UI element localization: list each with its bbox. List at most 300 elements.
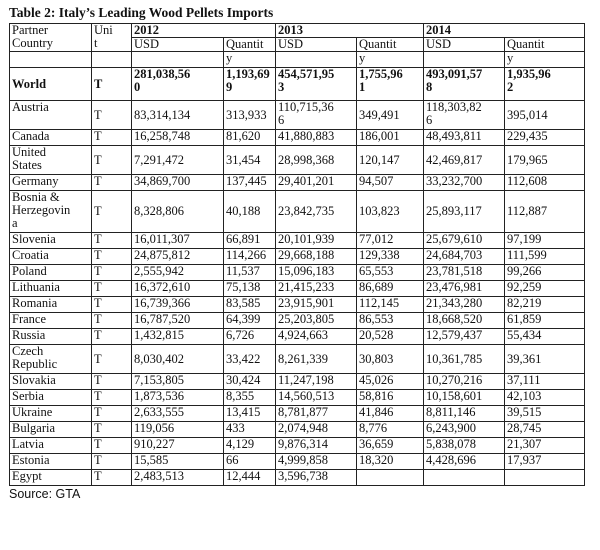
header-year-2013: 2013 [276, 24, 424, 38]
quantity-2012-value: 137,445 [226, 174, 267, 188]
usd-2013-value: 8,781,877 [278, 405, 328, 419]
usd-2013-cell [276, 146, 357, 175]
usd-2013-cell [276, 454, 357, 470]
usd-2012-value: 2,483,513 [134, 469, 184, 483]
usd-2014-cell [424, 175, 505, 191]
country-cell [10, 249, 92, 265]
quantity-2014-value: 39,361 [507, 351, 542, 366]
usd-2014-cell [424, 249, 505, 265]
country-cell [10, 470, 92, 486]
world-quantity-2014-part2: 2 [507, 80, 514, 94]
usd-2013-value: 2,074,948 [278, 421, 328, 435]
usd-2012-cell [132, 297, 224, 313]
usd-2013-cell [276, 422, 357, 438]
usd-2014-value: 21,343,280 [426, 296, 483, 310]
usd-2014-value: 8,811,146 [426, 405, 476, 419]
header-usd-2012: USD [132, 38, 224, 52]
usd-2014-cell [424, 438, 505, 454]
table-title: Table 2: Italy’s Leading Wood Pellets Imports [9, 5, 274, 20]
table-row [10, 438, 585, 454]
world-quantity-2012 [224, 68, 276, 101]
usd-2013-cell [276, 281, 357, 297]
usd-2012-cell [132, 265, 224, 281]
country-name-line: Russia [12, 328, 46, 342]
table-row [10, 191, 585, 233]
quantity-2012-cell [224, 101, 276, 130]
quantity-2013-cell [357, 313, 424, 329]
usd-2013-cell [276, 191, 357, 233]
country-name-line: Romania [12, 296, 58, 310]
header-unit [92, 24, 132, 52]
country-cell [10, 329, 92, 345]
country-name-line: Latvia [12, 437, 44, 451]
country-cell [10, 406, 92, 422]
quantity-2012-cell [224, 265, 276, 281]
usd-2012-cell [132, 329, 224, 345]
usd-2012-cell [132, 281, 224, 297]
quantity-2014-cell [505, 249, 585, 265]
quantity-2012-value: 13,415 [226, 405, 261, 419]
usd-2014-value: 24,684,703 [426, 248, 483, 262]
header-spacer-usd-2013 [276, 52, 357, 68]
quantity-2013-cell [357, 265, 424, 281]
quantity-2013-cell [357, 130, 424, 146]
usd-2014-value: 5,838,078 [426, 437, 476, 451]
usd-2014-value: 10,361,785 [426, 351, 483, 366]
header-country-label: Country [12, 36, 53, 50]
usd-2014-cell [424, 233, 505, 249]
quantity-2014-value: 42,103 [507, 389, 542, 403]
world-quantity-2014 [505, 68, 585, 101]
quantity-2014-value: 82,219 [507, 296, 542, 310]
usd-2013-cell [276, 345, 357, 374]
usd-2012-cell [132, 146, 224, 175]
country-cell [10, 422, 92, 438]
quantity-2012-cell [224, 329, 276, 345]
country-cell [10, 374, 92, 390]
quantity-2013-value: 65,553 [359, 264, 394, 278]
usd-2013-cell [276, 265, 357, 281]
quantity-2013-value: 94,507 [359, 174, 394, 188]
quantity-2012-cell [224, 249, 276, 265]
usd-2012-value: 16,258,748 [134, 129, 191, 143]
quantity-2012-cell [224, 233, 276, 249]
usd-2013-value: 8,261,339 [278, 351, 328, 366]
usd-2014-value: 6 [426, 113, 433, 127]
usd-2014-cell [424, 374, 505, 390]
quantity-2012-value: 4,129 [226, 437, 255, 451]
header-year-2012: 2012 [132, 24, 276, 38]
usd-2012-value: 24,875,812 [134, 248, 191, 262]
usd-2013-cell [276, 406, 357, 422]
usd-2013-value: 20,101,939 [278, 232, 335, 246]
country-name-line: a [12, 216, 18, 230]
usd-2012-cell [132, 470, 224, 486]
quantity-2012-value: 81,620 [226, 129, 261, 143]
world-usd-2012 [132, 68, 224, 101]
usd-2012-value: 16,011,307 [134, 232, 190, 246]
table-row [10, 470, 585, 486]
country-name-line: United [12, 145, 47, 159]
usd-2014-cell [424, 101, 505, 130]
unit-cell: T [92, 438, 132, 454]
usd-2014-value: 33,232,700 [426, 174, 483, 188]
table-row [10, 454, 585, 470]
world-usd-2014-part1: 493,091,57 [426, 67, 483, 81]
header-quantity-2012: Quantit [224, 38, 276, 52]
unit-cell: T [92, 329, 132, 345]
quantity-2013-value: 103,823 [359, 204, 400, 218]
usd-2012-cell [132, 406, 224, 422]
usd-2012-cell [132, 438, 224, 454]
quantity-2014-value: 17,937 [507, 453, 542, 467]
quantity-2012-cell [224, 175, 276, 191]
quantity-2014-cell [505, 281, 585, 297]
country-cell [10, 175, 92, 191]
table-row [10, 175, 585, 191]
usd-2013-cell [276, 329, 357, 345]
quantity-2014-cell [505, 390, 585, 406]
usd-2013-cell [276, 470, 357, 486]
world-quantity-2012-part1: 1,193,69 [226, 67, 270, 81]
country-name-line: Slovenia [12, 232, 56, 246]
world-usd-2012-part1: 281,038,56 [134, 67, 191, 81]
usd-2013-value: 25,203,805 [278, 312, 335, 326]
usd-2014-cell [424, 470, 505, 486]
quantity-2012-cell [224, 191, 276, 233]
quantity-2014-cell [505, 313, 585, 329]
usd-2014-cell [424, 345, 505, 374]
usd-2014-cell [424, 406, 505, 422]
usd-2013-cell [276, 313, 357, 329]
unit-cell: T [92, 130, 132, 146]
quantity-2012-cell [224, 438, 276, 454]
quantity-2012-value: 313,933 [226, 107, 267, 122]
quantity-2013-cell [357, 146, 424, 175]
imports-table [9, 23, 585, 486]
header-spacer-unit [92, 52, 132, 68]
quantity-2013-value: 77,012 [359, 232, 394, 246]
usd-2013-cell [276, 249, 357, 265]
quantity-2013-cell [357, 281, 424, 297]
usd-2013-cell [276, 175, 357, 191]
usd-2013-value: 9,876,314 [278, 437, 328, 451]
quantity-2013-cell [357, 191, 424, 233]
quantity-2014-value: 97,199 [507, 232, 542, 246]
unit-cell: T [92, 281, 132, 297]
quantity-2013-cell [357, 470, 424, 486]
usd-2014-cell [424, 313, 505, 329]
world-usd-2014-part2: 8 [426, 80, 433, 94]
usd-2012-cell [132, 313, 224, 329]
quantity-2014-value: 112,887 [507, 204, 548, 218]
unit-cell: T [92, 390, 132, 406]
country-cell [10, 191, 92, 233]
usd-2014-value: 18,668,520 [426, 312, 483, 326]
world-quantity-2014-part1: 1,935,96 [507, 67, 551, 81]
quantity-2013-cell [357, 406, 424, 422]
usd-2014-value: 4,428,696 [426, 453, 476, 467]
source-note: Source: GTA [9, 487, 81, 501]
usd-2014-value: 10,158,601 [426, 389, 483, 403]
quantity-2013-value: 129,338 [359, 248, 400, 262]
quantity-2013-value: 41,846 [359, 405, 394, 419]
quantity-2012-cell [224, 146, 276, 175]
quantity-2014-value: 395,014 [507, 107, 548, 122]
header-partner-country [10, 24, 92, 52]
quantity-2013-cell [357, 101, 424, 130]
quantity-2013-value: 20,528 [359, 328, 394, 342]
quantity-2012-value: 433 [226, 421, 245, 435]
quantity-2012-value: 64,399 [226, 312, 261, 326]
usd-2014-value: 12,579,437 [426, 328, 483, 342]
usd-2013-cell [276, 374, 357, 390]
quantity-2012-value: 31,454 [226, 152, 261, 167]
header-quantity-wrap-2013: y [357, 52, 424, 68]
quantity-2012-value: 12,444 [226, 469, 261, 483]
usd-2012-value: 16,787,520 [134, 312, 191, 326]
usd-2012-value: 1,873,536 [134, 389, 184, 403]
usd-2012-value: 16,739,366 [134, 296, 191, 310]
usd-2014-value: 25,679,610 [426, 232, 483, 246]
country-name-line: Herzegovin [12, 203, 71, 217]
usd-2012-value: 8,030,402 [134, 351, 184, 366]
quantity-2012-value: 114,266 [226, 248, 267, 262]
country-name-line: Estonia [12, 453, 50, 467]
quantity-2014-value: 99,266 [507, 264, 542, 278]
country-name-line: Croatia [12, 248, 49, 262]
usd-2013-cell [276, 390, 357, 406]
quantity-2012-cell [224, 130, 276, 146]
unit-cell: T [92, 313, 132, 329]
usd-2012-cell [132, 191, 224, 233]
quantity-2013-value: 45,026 [359, 373, 394, 387]
usd-2012-value: 7,291,472 [134, 152, 184, 167]
usd-2014-cell [424, 281, 505, 297]
usd-2012-cell [132, 422, 224, 438]
quantity-2013-value: 186,001 [359, 129, 400, 143]
quantity-2014-cell [505, 101, 585, 130]
world-quantity-2013 [357, 68, 424, 101]
usd-2012-cell [132, 345, 224, 374]
unit-cell: T [92, 470, 132, 486]
usd-2014-cell [424, 297, 505, 313]
usd-2013-value: 15,096,183 [278, 264, 335, 278]
usd-2013-value: 21,415,233 [278, 280, 335, 294]
country-name-line: Bosnia & [12, 190, 60, 204]
unit-cell: T [92, 249, 132, 265]
unit-cell: T [92, 297, 132, 313]
quantity-2014-value: 37,111 [507, 373, 541, 387]
quantity-2013-value: 86,553 [359, 312, 394, 326]
usd-2013-cell [276, 101, 357, 130]
quantity-2012-cell [224, 422, 276, 438]
quantity-2014-cell [505, 130, 585, 146]
quantity-2014-cell [505, 191, 585, 233]
header-year-2014: 2014 [424, 24, 585, 38]
country-cell [10, 390, 92, 406]
usd-2014-value: 10,270,216 [426, 373, 483, 387]
quantity-2012-cell [224, 345, 276, 374]
country-name-line: Republic [12, 357, 58, 371]
quantity-2014-value: 179,965 [507, 152, 548, 167]
usd-2013-cell [276, 130, 357, 146]
world-usd-2013 [276, 68, 357, 101]
quantity-2012-value: 66 [226, 453, 239, 467]
country-cell [10, 454, 92, 470]
country-name-line: Germany [12, 174, 59, 188]
usd-2013-value: 3,596,738 [278, 469, 328, 483]
country-name-line: Bulgaria [12, 421, 56, 435]
usd-2012-value: 1,432,815 [134, 328, 184, 342]
usd-2014-cell [424, 454, 505, 470]
usd-2012-value: 2,633,555 [134, 405, 184, 419]
unit-cell: T [92, 454, 132, 470]
quantity-2014-cell [505, 297, 585, 313]
quantity-2013-value: 36,659 [359, 437, 394, 451]
quantity-2012-cell [224, 406, 276, 422]
header-spacer-country [10, 52, 92, 68]
country-name-line: Austria [12, 100, 49, 114]
country-cell [10, 345, 92, 374]
usd-2012-value: 910,227 [134, 437, 175, 451]
country-cell [10, 313, 92, 329]
quantity-2013-value: 112,145 [359, 296, 400, 310]
quantity-2013-cell [357, 422, 424, 438]
usd-2014-value: 6,243,900 [426, 421, 476, 435]
quantity-2012-cell [224, 374, 276, 390]
usd-2013-value: 29,401,201 [278, 174, 335, 188]
usd-2014-cell [424, 191, 505, 233]
world-usd-2013-part1: 454,571,95 [278, 67, 335, 81]
country-name-line: Lithuania [12, 280, 60, 294]
usd-2013-value: 4,924,663 [278, 328, 328, 342]
quantity-2014-cell [505, 374, 585, 390]
usd-2012-cell [132, 130, 224, 146]
header-spacer-usd-2014 [424, 52, 505, 68]
country-name-line: Czech [12, 344, 44, 358]
country-name-line: Egypt [12, 469, 42, 483]
usd-2012-cell [132, 233, 224, 249]
quantity-2014-value: 21,307 [507, 437, 542, 451]
usd-2012-cell [132, 454, 224, 470]
header-unit-label-1: Uni [94, 23, 113, 37]
usd-2012-value: 2,555,942 [134, 264, 184, 278]
usd-2013-value: 14,560,513 [278, 389, 335, 403]
quantity-2012-cell [224, 313, 276, 329]
quantity-2012-cell [224, 390, 276, 406]
usd-2013-value: 23,915,901 [278, 296, 335, 310]
usd-2013-value: 28,998,368 [278, 152, 335, 167]
table-row [10, 297, 585, 313]
quantity-2014-value: 92,259 [507, 280, 542, 294]
quantity-2013-value: 120,147 [359, 152, 400, 167]
quantity-2012-value: 75,138 [226, 280, 261, 294]
usd-2013-value: 6 [278, 113, 285, 127]
quantity-2014-value: 112,608 [507, 174, 548, 188]
table-row [10, 345, 585, 374]
quantity-2013-cell [357, 345, 424, 374]
usd-2012-value: 119,056 [134, 421, 175, 435]
country-name-line: Slovakia [12, 373, 56, 387]
usd-2013-value: 110,715,36 [278, 100, 334, 114]
header-partner-label: Partner [12, 23, 49, 37]
usd-2012-value: 15,585 [134, 453, 169, 467]
quantity-2013-value: 8,776 [359, 421, 388, 435]
table-row [10, 281, 585, 297]
quantity-2013-cell [357, 390, 424, 406]
header-quantity-2013: Quantit [357, 38, 424, 52]
table-row [10, 422, 585, 438]
table-row [10, 329, 585, 345]
country-cell [10, 281, 92, 297]
usd-2012-value: 8,328,806 [134, 204, 184, 218]
usd-2014-value: 25,893,117 [426, 204, 482, 218]
usd-2012-cell [132, 249, 224, 265]
quantity-2013-value: 86,689 [359, 280, 394, 294]
unit-cell: T [92, 191, 132, 233]
quantity-2012-value: 66,891 [226, 232, 261, 246]
quantity-2012-value: 6,726 [226, 328, 255, 342]
unit-cell: T [92, 146, 132, 175]
quantity-2013-cell [357, 374, 424, 390]
quantity-2013-value: 18,320 [359, 453, 394, 467]
document-page [9, 3, 595, 502]
quantity-2012-value: 33,422 [226, 351, 261, 366]
header-quantity-wrap-2014: y [505, 52, 585, 68]
header-usd-2014: USD [424, 38, 505, 52]
quantity-2012-cell [224, 297, 276, 313]
quantity-2012-value: 30,424 [226, 373, 261, 387]
quantity-2014-value: 28,745 [507, 421, 542, 435]
world-usd-2013-part2: 3 [278, 80, 285, 94]
quantity-2014-cell [505, 329, 585, 345]
quantity-2013-value: 58,816 [359, 389, 394, 403]
country-cell [10, 265, 92, 281]
header-usd-2013: USD [276, 38, 357, 52]
usd-2014-cell [424, 265, 505, 281]
quantity-2013-cell [357, 233, 424, 249]
country-name-line: States [12, 158, 42, 172]
usd-2014-value: 42,469,817 [426, 152, 483, 167]
quantity-2012-cell [224, 454, 276, 470]
table-row [10, 249, 585, 265]
header-quantity-2014: Quantit [505, 38, 585, 52]
unit-cell: T [92, 233, 132, 249]
unit-cell: T [92, 406, 132, 422]
world-unit: T [92, 68, 132, 101]
usd-2014-cell [424, 146, 505, 175]
unit-cell: T [92, 175, 132, 191]
country-cell [10, 146, 92, 175]
usd-2014-value: 23,781,518 [426, 264, 483, 278]
usd-2013-cell [276, 233, 357, 249]
country-cell [10, 233, 92, 249]
unit-cell: T [92, 374, 132, 390]
usd-2013-value: 23,842,735 [278, 204, 335, 218]
quantity-2014-cell [505, 265, 585, 281]
world-usd-2012-part2: 0 [134, 80, 141, 94]
usd-2012-value: 16,372,610 [134, 280, 191, 294]
country-cell [10, 297, 92, 313]
quantity-2012-value: 83,585 [226, 296, 261, 310]
table-row [10, 146, 585, 175]
usd-2014-cell [424, 390, 505, 406]
quantity-2014-value: 61,859 [507, 312, 542, 326]
unit-cell: T [92, 101, 132, 130]
quantity-2014-cell [505, 233, 585, 249]
quantity-2013-value: 30,803 [359, 351, 394, 366]
